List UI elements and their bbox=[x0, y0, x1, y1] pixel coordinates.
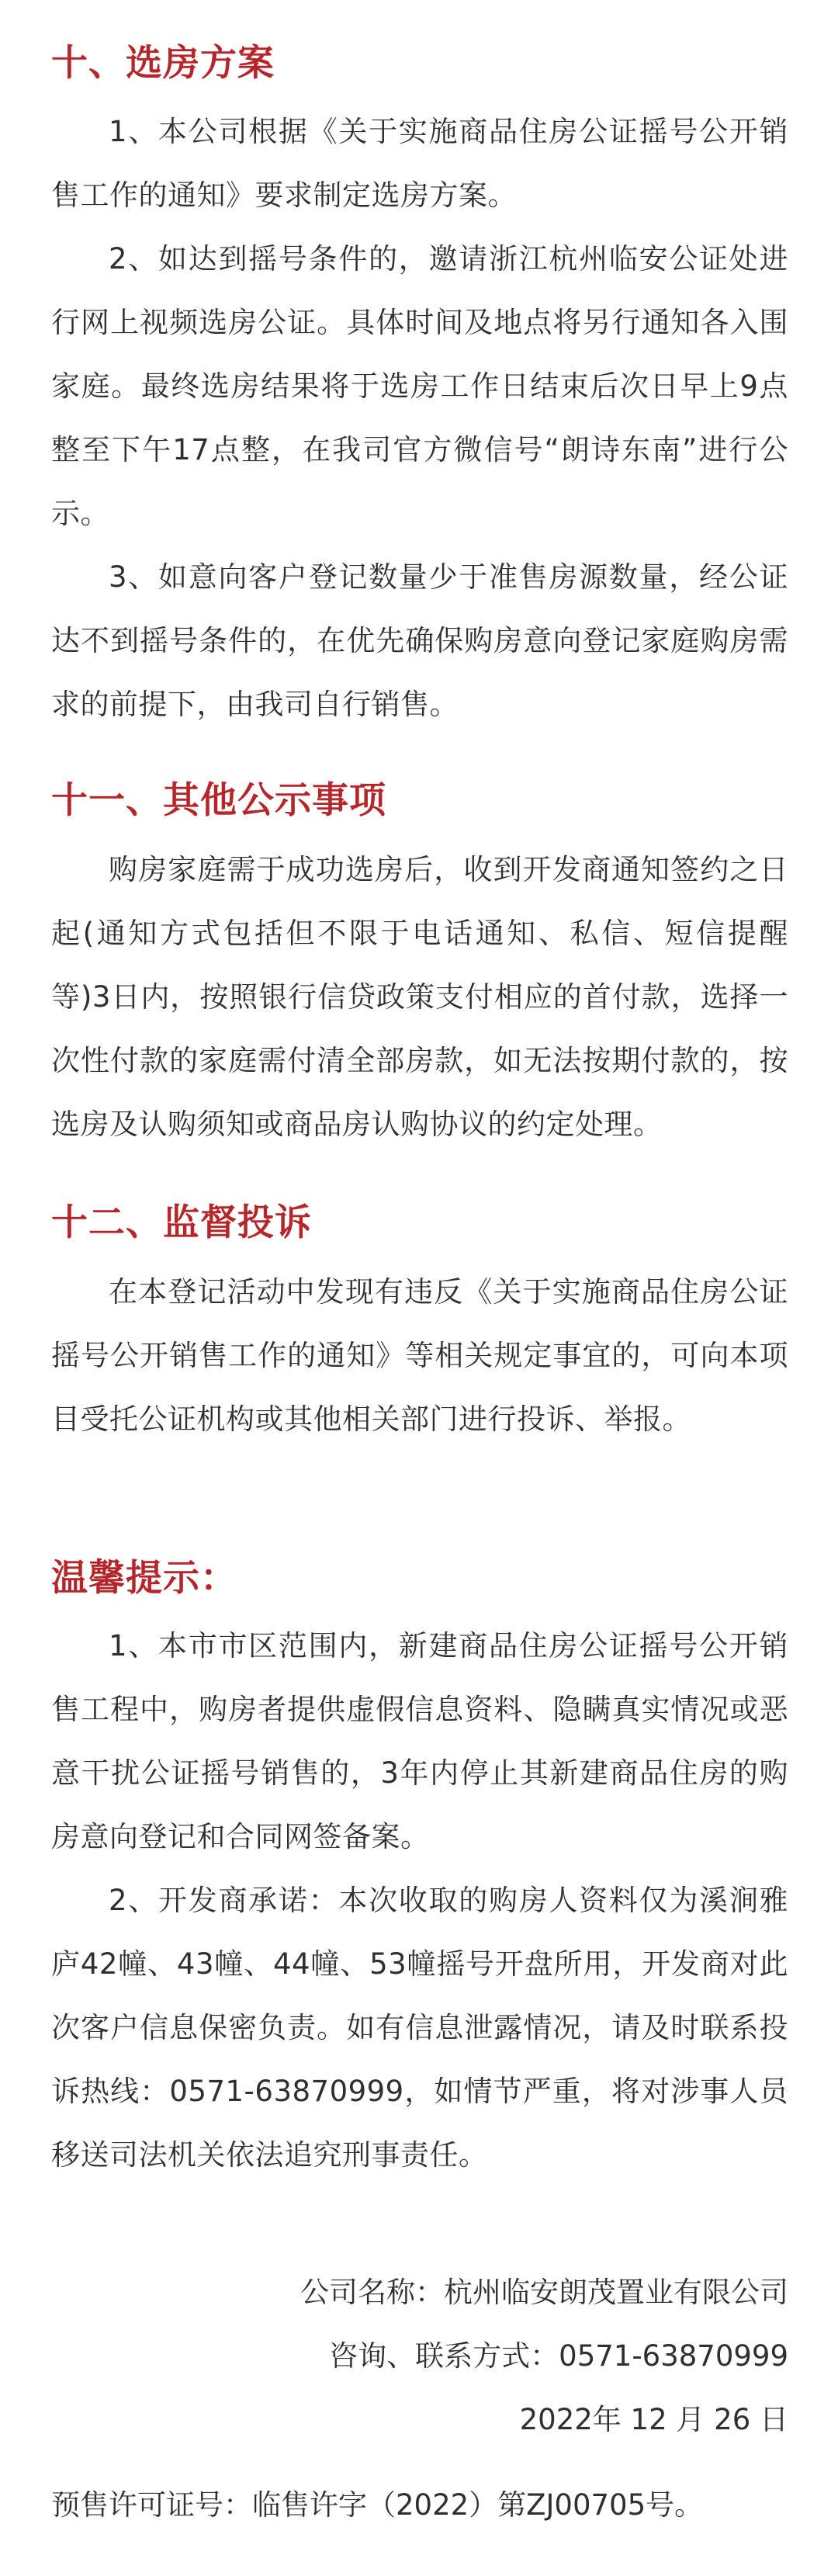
footer-permit-number: 预售许可证号：临售许字（2022）第ZJ00705号。 bbox=[51, 2488, 704, 2522]
footer-date: 2022年 12 月 26 日 bbox=[519, 2403, 788, 2436]
house-selection-paragraph-3: 3、如意向客户登记数量少于准售房源数量，经公证达不到摇号条件的，在优先确保购房意向登记家庭购房需求的前提下，由我司自行销售。 bbox=[51, 560, 788, 721]
supervision-paragraph: 在本登记活动中发现有违反《关于实施商品住房公证摇号公开销售工作的通知》等相关规定事宜的，可向本项目受托公证机构或其他相关部门进行投诉、举报。 bbox=[51, 1275, 788, 1436]
section-title-other-notices: 十一、其他公示事项 bbox=[51, 779, 386, 822]
footer-contact: 咨询、联系方式：0571-63870999 bbox=[329, 2339, 788, 2373]
section-title-reminder: 温馨提示： bbox=[51, 1557, 237, 1600]
other-notices-paragraph: 购房家庭需于成功选房后，收到开发商通知签约之日起(通知方式包括但不限于电话通知、私信、短信提醒等)3日内，按照银行信贷政策支付相应的首付款，选择一次性付款的家庭需付清全部房款，如无法按期付款的，按选房及认购须知或商品房认购协议的约定处理。 bbox=[51, 853, 788, 1141]
footer-company-name: 公司名称：杭州临安朗茂置业有限公司 bbox=[300, 2276, 788, 2309]
section-title-supervision: 十二、监督投诉 bbox=[51, 1201, 312, 1244]
reminder-paragraph-1: 1、本市市区范围内，新建商品住房公证摇号公开销售工程中，购房者提供虚假信息资料、隐瞒真实情况或恶意干扰公证摇号销售的，3年内停止其新建商品住房的购房意向登记和合同网签备案。 bbox=[51, 1629, 788, 1853]
house-selection-paragraph-1: 1、本公司根据《关于实施商品住房公证摇号公开销售工作的通知》要求制定选房方案。 bbox=[51, 115, 788, 212]
section-title-house-selection: 十、选房方案 bbox=[51, 42, 275, 85]
reminder-paragraph-2: 2、开发商承诺：本次收取的购房人资料仅为溪涧雅庐42幢、43幢、44幢、53幢摇号开盘所用，开发商对此次客户信息保密负责。如有信息泄露情况，请及时联系投诉热线：0571-63870999，如情节严重，将对涉事人员移送司法机关依法追究刑事责任。 bbox=[51, 1884, 788, 2172]
house-selection-paragraph-2: 2、如达到摇号条件的，邀请浙江杭州临安公证处进行网上视频选房公证。具体时间及地点将另行通知各入围家庭。最终选房结果将于选房工作日结束后次日早上9点整至下午17点整，在我司官方微信号“朗诗东南”进行公示。 bbox=[51, 242, 788, 530]
